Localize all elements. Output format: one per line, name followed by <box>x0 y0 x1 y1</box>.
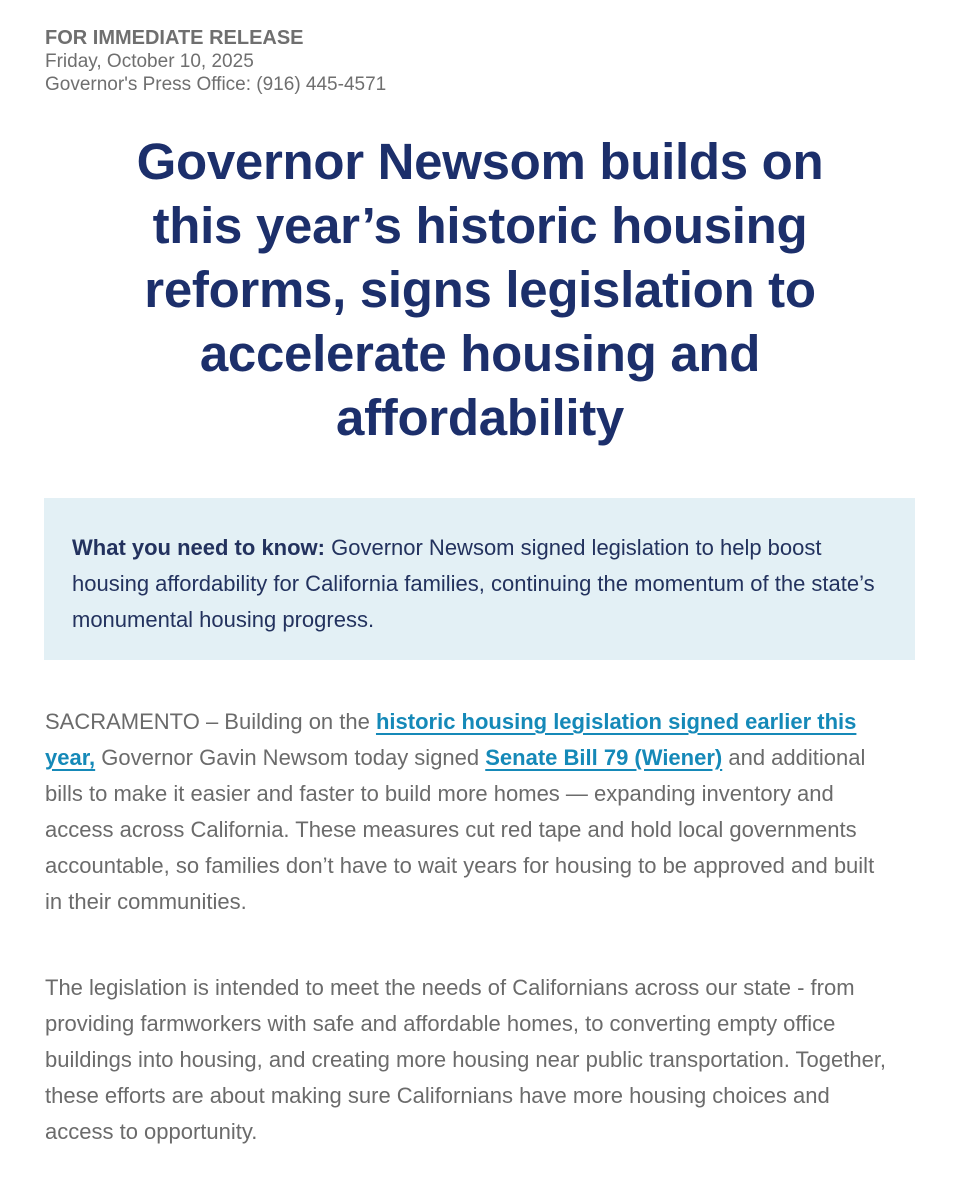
press-office-contact: Governor's Press Office: (916) 445-4571 <box>45 74 387 95</box>
paragraph-middle: Governor Gavin Newsom today signed <box>95 745 486 770</box>
release-label: FOR IMMEDIATE RELEASE <box>45 27 304 49</box>
title-line: affordability <box>336 389 624 446</box>
paragraph-rest: and additional bills to make it easier and faster to build more homes — expanding inventory and access across California. These measures cut red tape and hold local governments accountable, so families don’t have to wait years for housing to be approved and built in their communities. <box>45 745 875 914</box>
callout-text <box>72 530 887 638</box>
paragraph-intro: SACRAMENTO – Building on the <box>45 709 376 734</box>
title-line: accelerate housing and <box>199 325 761 382</box>
page-title <box>60 130 900 450</box>
release-header <box>45 26 645 96</box>
body-paragraph-1 <box>45 704 895 920</box>
title-line: this year’s historic housing <box>152 197 808 254</box>
title-line: reforms, signs legislation to <box>144 261 816 318</box>
body-paragraph-2: The legislation is intended to meet the needs of Californians across our state - from providing farmworkers with safe and affordable homes, to converting empty office buildings into housing, and creating more housing near public transportation. Together, these efforts are about making sure Californians have more housing choices and access to opportunity. <box>45 975 887 1144</box>
callout-lead: What you need to know: <box>72 535 325 560</box>
release-date: Friday, October 10, 2025 <box>45 51 254 72</box>
senate-bill-79-link[interactable]: Senate Bill 79 (Wiener) <box>485 745 723 770</box>
summary-callout <box>44 498 915 660</box>
title-line: Governor Newsom builds on <box>136 133 824 190</box>
historic-housing-legislation-link[interactable]: historic housing legislation signed earlier this year, <box>45 709 857 770</box>
callout-body: Governor Newsom signed legislation to help boost housing affordability for California families, continuing the momentum of the state’s monumental housing progress. <box>72 535 875 632</box>
